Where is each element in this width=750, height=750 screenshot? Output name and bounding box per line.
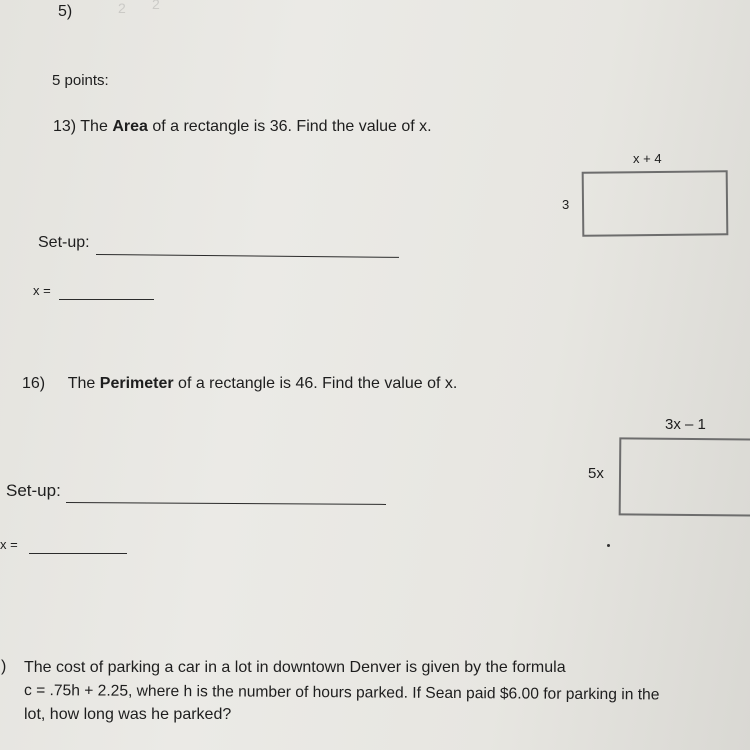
parking-problem-line-2: c = .75h + 2.25, where h is the number of hours parked. If Sean paid $6.00 for parking in the	[23, 682, 660, 704]
q13-setup-answer-line	[96, 254, 399, 258]
q16-rectangle-figure	[619, 437, 750, 516]
q16-number: 16)	[22, 375, 46, 392]
q16-prompt	[22, 375, 457, 393]
q13-rectangle-figure	[582, 170, 729, 237]
bleed-through-mark: 2	[152, 0, 160, 12]
q13-top-dimension-label: x + 4	[633, 151, 662, 166]
parking-problem-line-3: lot, how long was he parked?	[24, 706, 232, 723]
problem-number-fragment: 5)	[58, 3, 73, 20]
q13-bold-word: Area	[112, 118, 148, 135]
q16-side-dimension-label: 5x	[588, 465, 604, 482]
q16-top-dimension-label: 3x – 1	[665, 416, 706, 433]
q13-x-answer-line	[59, 299, 154, 300]
q13-prompt	[53, 118, 432, 136]
q16-bold-word: Perimeter	[99, 375, 174, 392]
parking-problem-number: )	[1, 658, 7, 675]
q13-x-label: x =	[33, 283, 51, 298]
q13-text-before: The	[80, 118, 108, 135]
parking-problem-line-1: The cost of parking a car in a lot in downtown Denver is given by the formula	[24, 659, 566, 676]
q16-x-answer-line	[29, 553, 127, 554]
q13-text-after: of a rectangle is 36. Find the value of x.	[152, 118, 432, 135]
bleed-through-mark: 2	[118, 0, 126, 16]
q16-setup-label: Set-up:	[6, 481, 61, 500]
q13-side-dimension-label: 3	[562, 197, 570, 212]
q13-number: 13)	[53, 118, 77, 135]
q16-x-label: x =	[0, 537, 18, 552]
stray-mark	[607, 544, 610, 547]
q16-text-before: The	[67, 375, 96, 392]
points-label: 5 points:	[52, 72, 109, 89]
q16-text-after: of a rectangle is 46. Find the value of x.	[178, 375, 458, 392]
q13-setup-label: Set-up:	[38, 234, 90, 251]
q16-setup-answer-line	[66, 502, 386, 505]
